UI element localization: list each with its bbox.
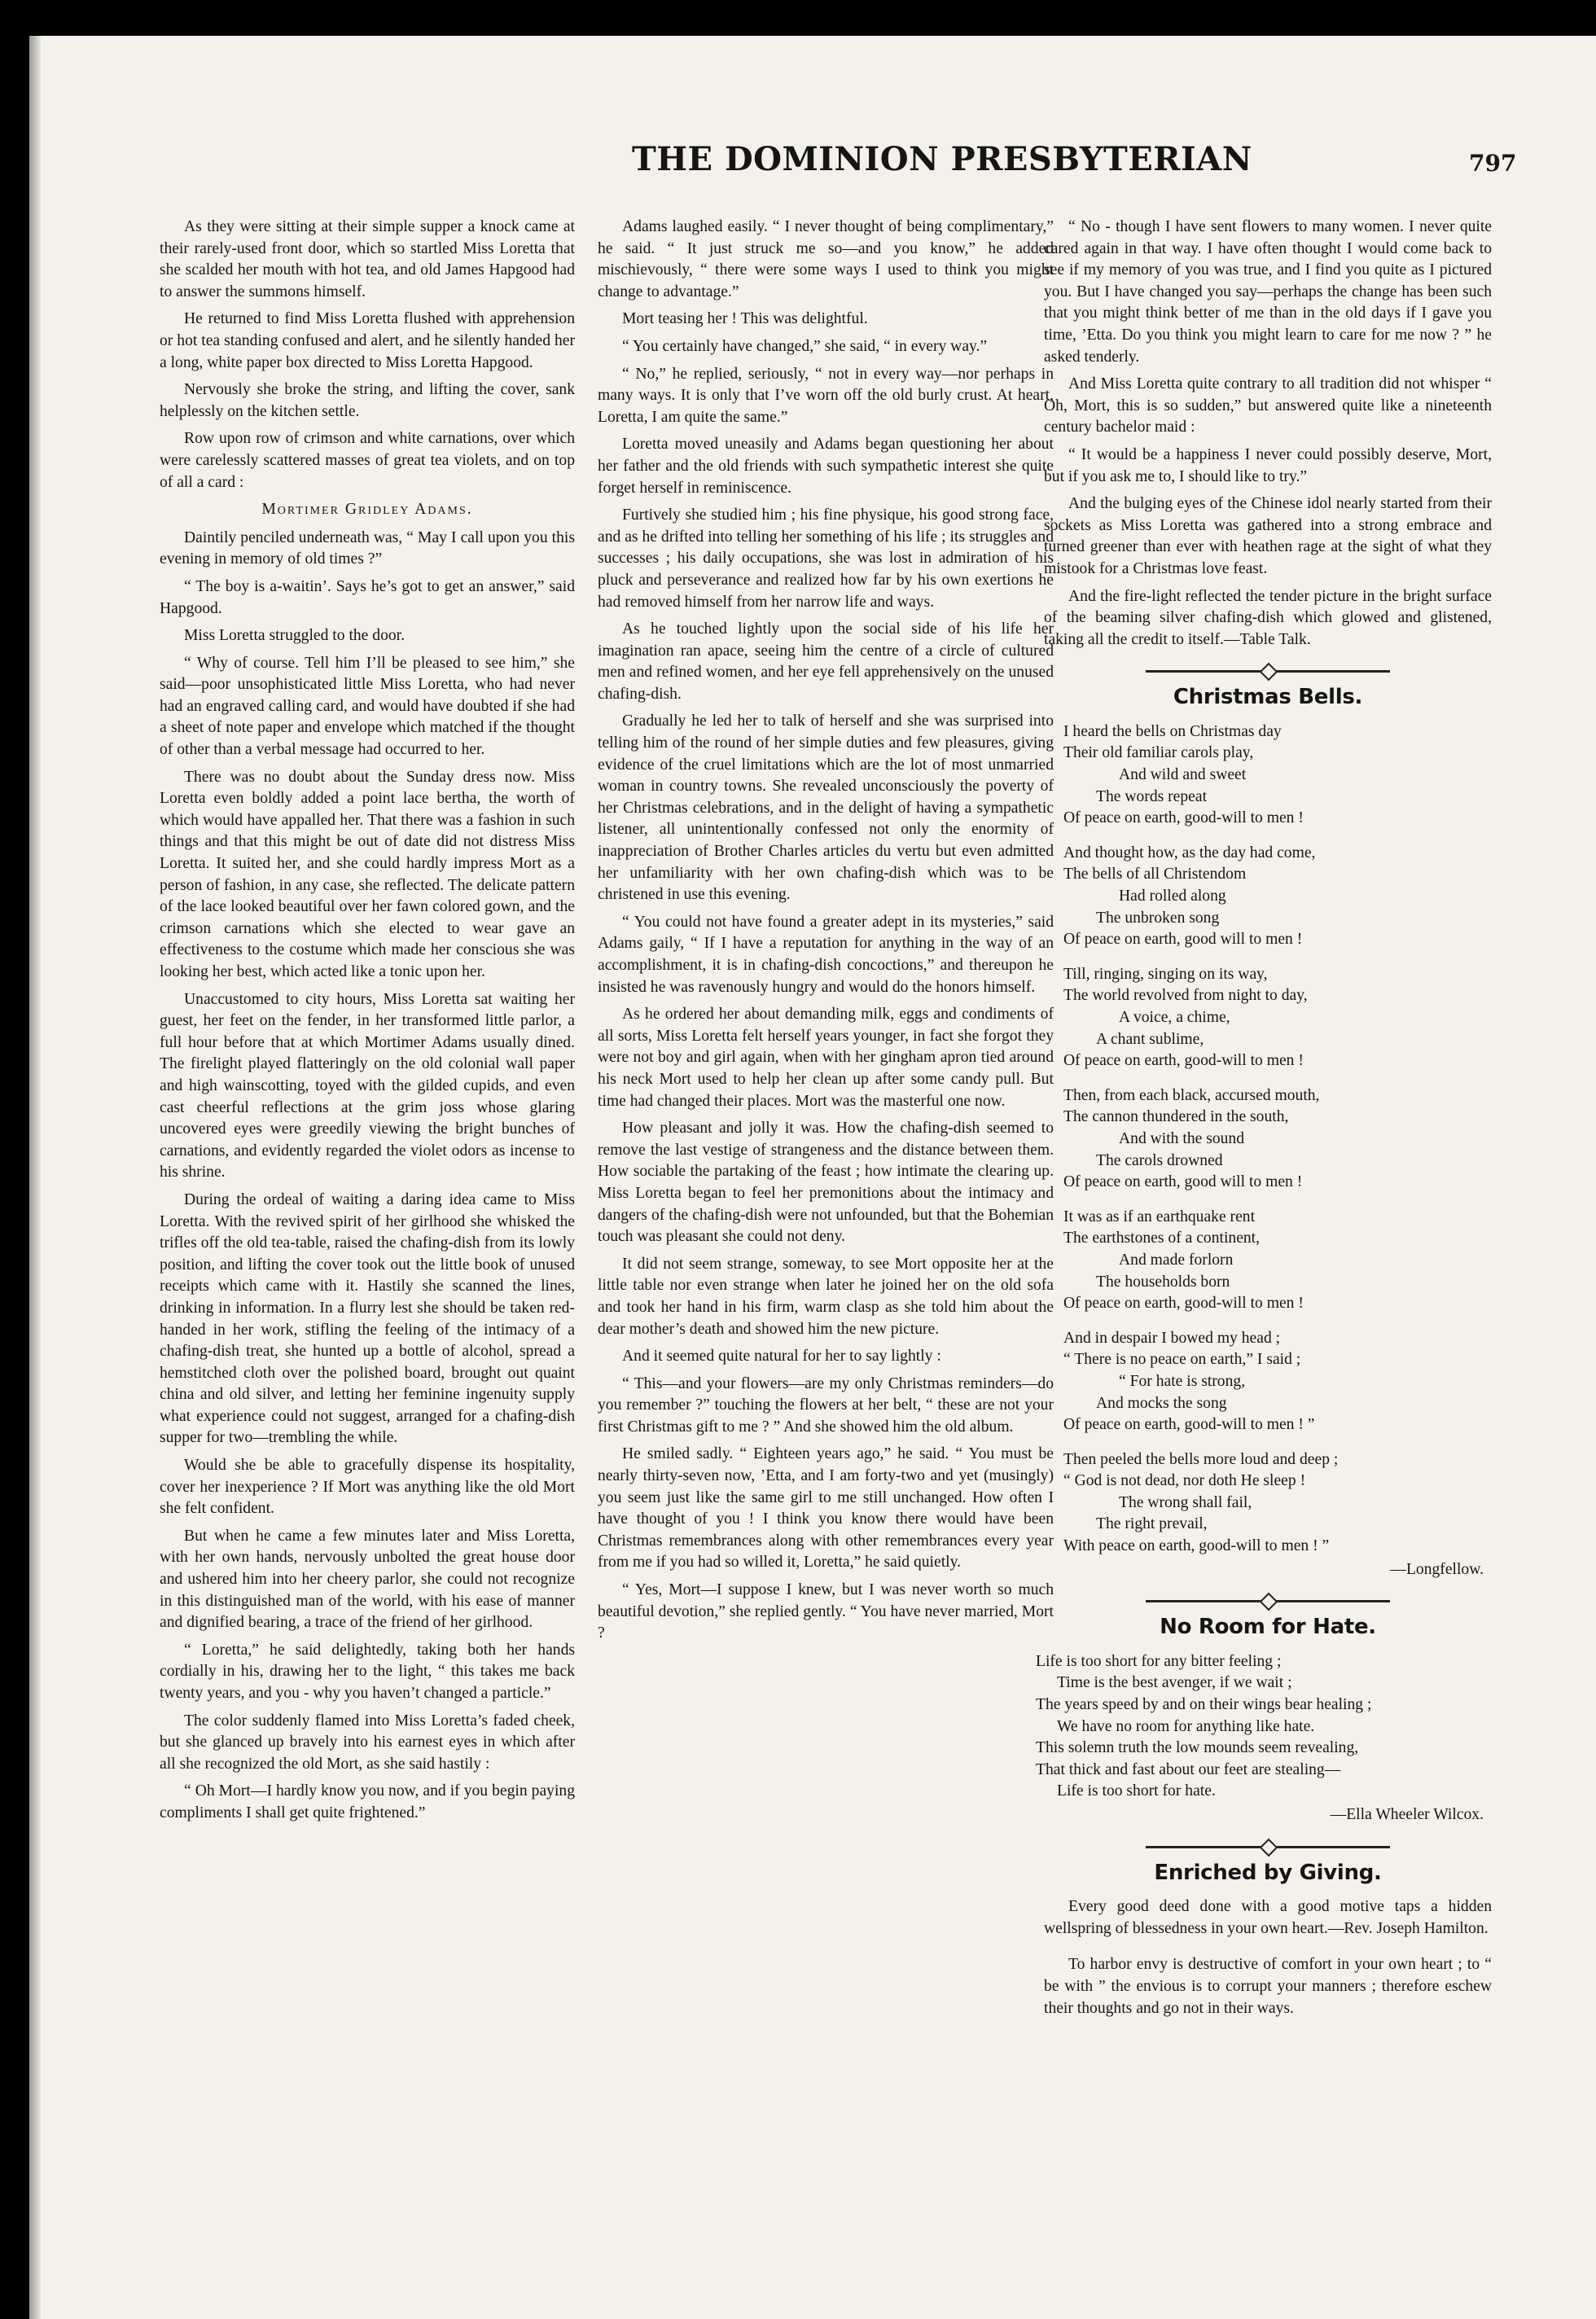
page-header <box>29 132 1596 181</box>
poem-christmas-bells <box>1063 721 1492 1558</box>
poem-line: The bells of all Christendom <box>1063 866 1247 883</box>
poem-line: A chant sublime, <box>1096 1030 1204 1048</box>
story-paragraph: Gradually he led her to talk of herself and she was surprised into telling him of the round of her simple duties and few pleasures, giving evidence of the cruel limitations which are the lot of most unmarried woman in country towns. She revealed unconsciously the poverty of her Christmas celebrations, and in the delight of having a sympathetic listener, all unintentionally confessed not only the enormity of inappreciation of Brother Charles articles du vertu but even admitted her unfamiliarity with her own chafing-dish which was to be christened in use this evening. <box>598 712 1054 904</box>
poem-line: The wrong shall fail, <box>1119 1493 1252 1511</box>
poem-line: And in despair I bowed my head ; <box>1063 1329 1281 1347</box>
poem-line: “ There is no peace on earth,” I said ; <box>1063 1351 1301 1369</box>
story-paragraph: There was no doubt about the Sunday dress now. Miss Loretta even boldly added a point lace bertha, the worth of which would have appalled her. That there was a fashion in such things and that this might be out of date did not distress Miss Loretta. It suited her, and she could hardly impress Mort as a person of fashion, in any case, she reflected. The delicate pattern of the lace looked beautiful over her fawn colored gown, and the crimson carnations which she elected to wear gave an effectiveness to the costume which made her conscious she was looking her best, which acted like a tonic upon her. <box>160 768 575 980</box>
story-paragraph: “ No - though I have sent flowers to many women. I never quite cared again in that way. I have often thought I would come back to see if my memory of you was true, and I find you quite as I pictured you. But I have changed you say—perhaps the change has been such that you might think better of me than in the old days if I gave you time, ’Etta. Do you think you might learn to care for me now ? ” he asked tenderly. <box>1044 218 1492 366</box>
poem-line: The world revolved from night to day, <box>1063 987 1308 1005</box>
poem-line: Of peace on earth, good will to men ! <box>1063 1173 1303 1191</box>
poem-line: That thick and fast about our feet are stealing— <box>1036 1760 1341 1778</box>
story-column-1 <box>160 217 575 1830</box>
poem-line: And mocks the song <box>1096 1394 1227 1412</box>
story-paragraph: Row upon row of crimson and white carnations, over which were carelessly scattered masses of great tea violets, and on top of all a card : <box>160 430 575 491</box>
poem-line: Then peeled the bells more loud and deep ; <box>1063 1450 1339 1468</box>
story-paragraph: And it seemed quite natural for her to say lightly : <box>622 1348 941 1366</box>
poem-line: With peace on earth, good-will to men ! ” <box>1063 1537 1330 1555</box>
section-paragraph: Every good deed done with a good motive taps a hidden wellspring of blessedness in your own heart.—Rev. Joseph Hamilton. <box>1044 1898 1492 1937</box>
story-paragraph: “ You certainly have changed,” she said, “ in every way.” <box>622 337 988 355</box>
poem-line: Of peace on earth, good-will to men ! ” <box>1063 1416 1315 1434</box>
poem-line: A voice, a chime, <box>1119 1009 1230 1026</box>
poem-stanza <box>1063 721 1492 830</box>
story-column-3 <box>1036 217 1492 2025</box>
poem-line: We have no room for anything like hate. <box>1057 1717 1315 1735</box>
section-divider <box>1146 664 1390 678</box>
story-paragraph: “ Loretta,” he said delightedly, taking both her hands cordially in his, drawing her to the light, “ this takes me back twenty years, and you - why you haven’t changed a particle.” <box>160 1641 575 1702</box>
poem-line: The unbroken song <box>1096 909 1220 927</box>
story-paragraph: He returned to find Miss Loretta flushed with apprehension or hot tea standing confused and alert, and he silently handed her a long, white paper box directed to Miss Loretta Hapgood. <box>160 310 575 371</box>
story-paragraph: But when he came a few minutes later and Miss Loretta, with her own hands, nervously unbolted the great house door and ushered him into her cheery parlor, she could not recognize in this distinguished man of the world, with his ease of manner and dignified bearing, a trace of the friend of her girlhood. <box>160 1527 575 1632</box>
poem-line: Of peace on earth, good-will to men ! <box>1063 1295 1304 1313</box>
divider-diamond-icon <box>1260 663 1278 682</box>
poem-no-room-for-hate <box>1036 1651 1492 1803</box>
poem-line: And wild and sweet <box>1119 766 1247 784</box>
poem-title-no-room-for-hate: No Room for Hate. <box>1160 1615 1376 1640</box>
story-paragraph: Unaccustomed to city hours, Miss Loretta sat waiting her guest, her feet on the fender, in her transformed little parlor, a full hour before that at which Mortimer Adams usually dined. The firelight played flatteringly on the old colonial wall paper and high wainscotting, toyed with the gilded cupids, and even cast cheerful reflections at the grim joss whose glaring uncovered eyes were greedily viewing the bright bunches of carnations, and evidently regarded the violet odors as incense to his shrine. <box>160 990 575 1181</box>
story-paragraph: During the ordeal of waiting a daring idea came to Miss Loretta. With the revived spirit of her girlhood she whisked the trifles off the old tea-table, raised the chafing-dish from its lowly position, and lifting the cover took out the little book of unused receipts which came with it. Hastily she scanned the lines, drinking in information. In a flurry lest she should be taken red-handed in her work, stifling the feeling of the intimacy of a chafing-dish treat, she hunted up a bottle of alcohol, spread a hemstitched cloth over the polished board, brought out quaint china and old silver, and letting her feminine ingenuity supply what experience could not suggest, arranged for a chafing-dish supper for two—trembling the while. <box>160 1190 575 1447</box>
story-paragraph: Nervously she broke the string, and lifting the cover, sank helplessly on the kitchen settle. <box>160 381 575 420</box>
poem-line: The years speed by and on their wings bear healing ; <box>1036 1696 1372 1714</box>
poem-line: The words repeat <box>1096 787 1208 805</box>
poem-line: And thought how, as the day had come, <box>1063 844 1316 861</box>
story-paragraph: Mort teasing her ! This was delightful. <box>622 310 868 328</box>
story-paragraph: “ You could not have found a greater adept in its mysteries,” said Adams gaily, “ If I have a reputation for anything in the way of an accomplishment, it is in chafing-dish concoctions,” and thereupon he insisted he was ravenously hungry and would do the honors himself. <box>598 913 1054 996</box>
story-paragraph: And Miss Loretta quite contrary to all tradition did not whisper “ Oh, Mort, this is so sudden,” but answered quite like a nineteenth century bachelor maid : <box>1044 375 1492 436</box>
story-paragraph: “ This—and your flowers—are my only Christmas reminders—do you remember ?” touching the flowers at her belt, “ these are not your first Christmas gift to me ? ” And she showed him the old album. <box>598 1374 1054 1436</box>
section-divider <box>1146 1839 1390 1854</box>
story-paragraph: “ Yes, Mort—I suppose I knew, but I was never worth so much beautiful devotion,” she replied gently. “ You have never married, Mort ? <box>598 1581 1054 1642</box>
poem-line: Life is too short for hate. <box>1057 1782 1216 1800</box>
story-paragraph: As he ordered her about demanding milk, eggs and condiments of all sorts, Miss Loretta felt herself years younger, in fact she forgot they were not boy and girl again, when with her gingham apron tied around his neck Mort used to help her clean up after some candy pull. But time had changed their places. Mort was the masterful one now. <box>598 1006 1054 1110</box>
poem-line: It was as if an earthquake rent <box>1063 1208 1256 1225</box>
poem-stanza <box>1063 964 1492 1072</box>
poem-line: Their old familiar carols play, <box>1063 744 1254 762</box>
poem-line: The carols drowned <box>1096 1151 1223 1169</box>
story-paragraph: How pleasant and jolly it was. How the chafing-dish seemed to remove the last vestige of strangeness and the distance between them. How sociable the partaking of the feast ; how intimate the clearing up. Miss Loretta began to feel her premonitions about the intimacy and dangers of the chafing-dish were not unfounded, but that the Bohemian touch was pleasant she could not deny. <box>598 1120 1054 1246</box>
story-column-2 <box>598 217 1054 1650</box>
poem-line: Had rolled along <box>1119 888 1226 905</box>
poem-stanza <box>1063 1449 1492 1558</box>
poem-line: Life is too short for any bitter feeling ; <box>1036 1652 1282 1670</box>
poem-attribution: —Ella Wheeler Wilcox. <box>1330 1806 1484 1823</box>
calling-card-name: Mortimer Gridley Adams. <box>261 501 473 519</box>
story-paragraph: The color suddenly flamed into Miss Loretta’s faded cheek, but she glanced up bravely into his earnest eyes in which after all she recognized the old Mort, as she said hastily : <box>160 1712 575 1773</box>
story-paragraph: “ The boy is a-waitin’. Says he’s got to get an answer,” said Hapgood. <box>160 577 575 617</box>
divider-diamond-icon <box>1260 1593 1278 1611</box>
poem-line: The right prevail, <box>1096 1515 1208 1533</box>
story-paragraph: “ Oh Mort—I hardly know you now, and if you begin paying compliments I shall get quite frightened.” <box>160 1782 575 1821</box>
story-paragraph: “ No,” he replied, seriously, “ not in every way—nor perhaps in many ways. It is only that I’ve worn off the old burly crust. At heart, Loretta, I am quite the same.” <box>598 365 1054 426</box>
story-paragraph: “ Why of course. Tell him I’ll be pleased to see him,” she said—poor unsophisticated little Miss Loretta, who had never had an engraved calling card, and would have doubted if she had a sheet of note paper and envelope which matched if the thought of other than a verbal message had occurred to her. <box>160 654 575 759</box>
poem-stanza <box>1063 1328 1492 1436</box>
section-paragraph: To harbor envy is destructive of comfort in your own heart ; to “ be with ” the envious is to corrupt your manners ; therefore eschew their thoughts and go not in their ways. <box>1044 1956 1492 2017</box>
story-paragraph: Furtively she studied him ; his fine physique, his good strong face, and as he drifted into telling her something of his life ; its struggles and successes ; his daily occupations, she was lost in admiration of his pluck and perseverance and realized how far by his own exertions he had removed himself from her narrow life and ways. <box>598 506 1054 611</box>
story-paragraph: It did not seem strange, someway, to see Mort opposite her at the little table nor even strange when later he joined her on the old sofa and took her hand in his firm, warm clasp as she told him about the dear mother’s death and showed him the new picture. <box>598 1255 1054 1338</box>
story-paragraph: As they were sitting at their simple supper a knock came at their rarely-used front door, which so startled Miss Loretta that she scalded her mouth with hot tea, and old James Hapgood had to answer the summons himself. <box>160 218 575 300</box>
story-paragraph: And the fire-light reflected the tender picture in the bright surface of the beaming silver chafing-dish which glowed and glistened, taking all the credit to itself.—Table Talk. <box>1044 587 1492 648</box>
story-paragraph: He smiled sadly. “ Eighteen years ago,” he said. “ You must be nearly thirty-seven now, ’Etta, and I am forty-two and yet (musingly) you seem just like the same girl to me still unchanged. How often I have thought of you ! I think you know there would have been Christmas remembrances along with other remembrances every year from me if you had so willed it, Loretta,” he said quietly. <box>598 1445 1054 1572</box>
poem-stanza <box>1063 1085 1492 1194</box>
poem-line: Then, from each black, accursed mouth, <box>1063 1086 1320 1104</box>
story-paragraph: Daintily penciled underneath was, “ May I call upon you this evening in memory of old times ?” <box>160 528 575 568</box>
poem-attribution: —Longfellow. <box>1390 1560 1484 1578</box>
newspaper-page <box>29 36 1596 2319</box>
poem-line: Of peace on earth, good-will to men ! <box>1063 809 1304 827</box>
poem-line: The earthstones of a continent, <box>1063 1230 1261 1247</box>
poem-line: “ God is not dead, nor doth He sleep ! <box>1063 1472 1306 1490</box>
poem-title-christmas-bells: Christmas Bells. <box>1173 685 1363 710</box>
story-paragraph: Loretta moved uneasily and Adams began questioning her about her father and the old friends with such sympathetic interest she quite forget herself in reminiscence. <box>598 436 1054 497</box>
poem-stanza <box>1063 843 1492 951</box>
poem-line: The cannon thundered in the south, <box>1063 1108 1289 1126</box>
poem-line: This solemn truth the low mounds seem revealing, <box>1036 1739 1359 1757</box>
story-paragraph: As he touched lightly upon the social side of his life her imagination ran apace, seeing him the centre of a circle of cultured men and refined women, and her eye fell apprehensively on the unused chafing-dish. <box>598 620 1054 703</box>
poem-line: Till, ringing, singing on its way, <box>1063 965 1268 983</box>
section-divider <box>1146 1593 1390 1608</box>
divider-diamond-icon <box>1260 1838 1278 1857</box>
poem-line: Of peace on earth, good-will to men ! <box>1063 1052 1304 1070</box>
poem-line: Time is the best avenger, if we wait ; <box>1057 1674 1292 1692</box>
story-paragraph: Miss Loretta struggled to the door. <box>184 627 406 645</box>
poem-line: “ For hate is strong, <box>1119 1372 1246 1390</box>
poem-line: And with the sound <box>1119 1129 1245 1147</box>
story-paragraph: And the bulging eyes of the Chinese idol nearly started from their sockets as Miss Loretta was gathered into a strong embrace and turned greener than ever with heathen rage at the sight of what they mistook for a Christmas love feast. <box>1044 495 1492 577</box>
poem-line: Of peace on earth, good will to men ! <box>1063 931 1303 949</box>
masthead-title: THE DOMINION PRESBYTERIAN <box>632 140 1252 178</box>
poem-line: And made forlorn <box>1119 1251 1234 1269</box>
story-paragraph: Adams laughed easily. “ I never thought of being complimentary,” he said. “ It just struck me so—and you know,” he added mischievously, “ there were some ways I used to think you might change to advantage.” <box>598 218 1054 300</box>
poem-line: The households born <box>1096 1273 1230 1291</box>
poem-line: I heard the bells on Christmas day <box>1063 722 1282 740</box>
poem-stanza <box>1063 1207 1492 1315</box>
story-paragraph: Would she be able to gracefully dispense its hospitality, cover her inexperience ? If Mort was anything like the old Mort she felt confident. <box>160 1457 575 1518</box>
section-title-enriched-by-giving: Enriched by Giving. <box>1154 1860 1382 1885</box>
page-number: 797 <box>1469 150 1517 177</box>
story-paragraph: “ It would be a happiness I never could possibly deserve, Mort, but if you ask me to, I should like to try.” <box>1044 445 1492 485</box>
